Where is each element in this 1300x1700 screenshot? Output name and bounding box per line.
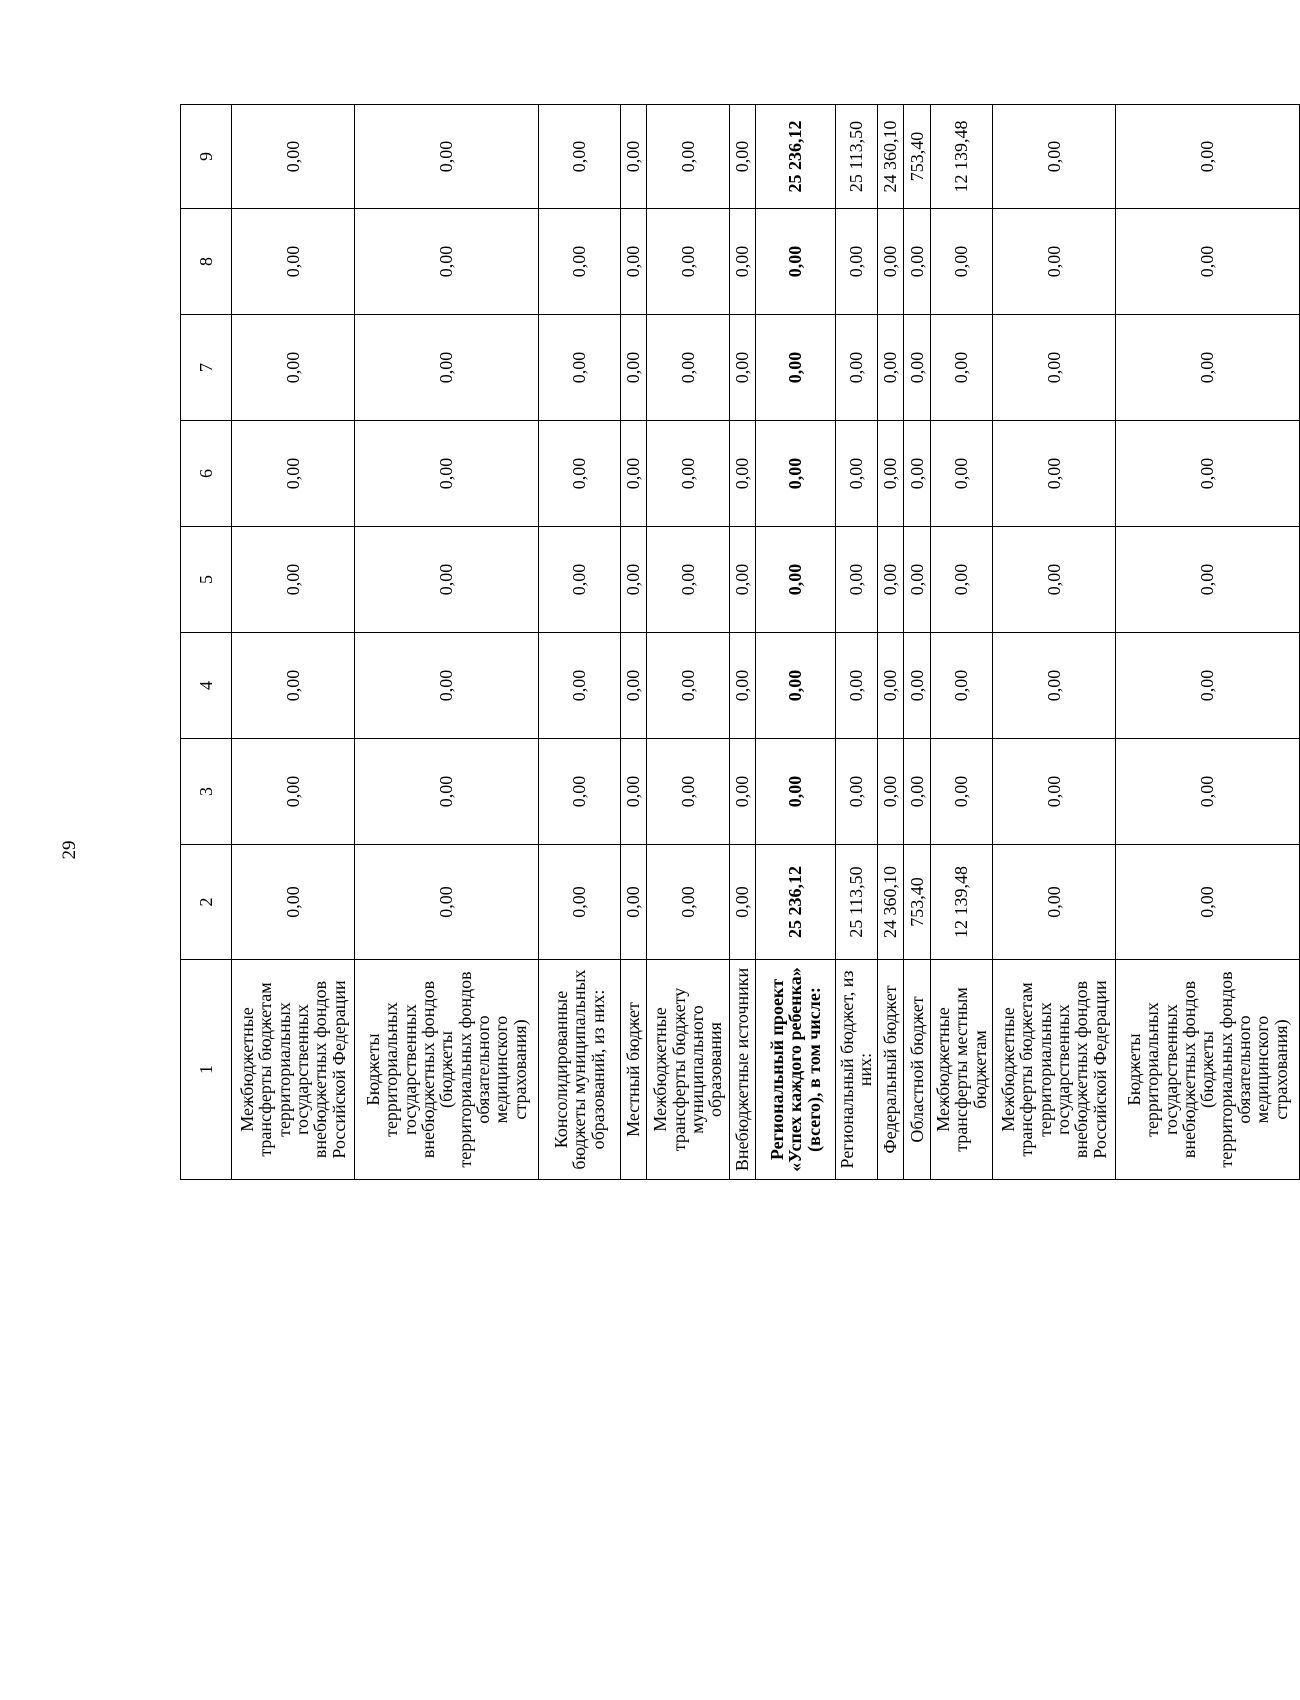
cell-value: 0,00 (992, 105, 1115, 209)
cell-value: 0,00 (231, 633, 354, 739)
cell-value: 0,00 (904, 421, 931, 527)
cell-value: 0,00 (992, 527, 1115, 633)
row-label: Внебюджетные источники (729, 960, 756, 1180)
cell-value: 0,00 (729, 845, 756, 960)
cell-value: 753,40 (904, 105, 931, 209)
cell-value: 0,00 (992, 845, 1115, 960)
cell-value: 0,00 (992, 315, 1115, 421)
table-row (835, 105, 877, 1180)
cell-value: 0,00 (835, 315, 877, 421)
column-header: 4 (181, 633, 232, 739)
cell-value: 0,00 (354, 315, 538, 421)
cell-value: 0,00 (620, 421, 647, 527)
cell-value: 0,00 (647, 845, 729, 960)
cell-value: 0,00 (930, 527, 992, 633)
cell-value: 0,00 (1115, 421, 1299, 527)
column-number-row (181, 105, 232, 1180)
cell-value: 0,00 (231, 209, 354, 315)
table-row (930, 105, 992, 1180)
table-row (877, 105, 904, 1180)
column-header: 1 (181, 960, 232, 1180)
cell-value: 0,00 (930, 739, 992, 845)
row-label: Региональный проект «Успех каждого ребенка» (всего), в том числе: (756, 960, 836, 1180)
cell-value: 0,00 (877, 739, 904, 845)
cell-value: 0,00 (231, 105, 354, 209)
row-label: Межбюджетные трансферты бюджетам территориальных государственных внебюджетных фондов Российской Федерации (992, 960, 1115, 1180)
cell-value: 25 236,12 (756, 845, 836, 960)
cell-value: 753,40 (904, 845, 931, 960)
cell-value: 0,00 (231, 421, 354, 527)
cell-value: 0,00 (647, 633, 729, 739)
cell-value: 0,00 (992, 739, 1115, 845)
cell-value: 0,00 (930, 421, 992, 527)
cell-value: 0,00 (620, 209, 647, 315)
cell-value: 0,00 (1115, 845, 1299, 960)
table-row (1115, 105, 1299, 1180)
cell-value: 0,00 (756, 527, 836, 633)
cell-value: 0,00 (992, 633, 1115, 739)
cell-value: 0,00 (538, 315, 620, 421)
cell-value: 0,00 (1115, 739, 1299, 845)
cell-value: 0,00 (756, 633, 836, 739)
table-row-total (756, 105, 836, 1180)
cell-value: 24 360,10 (877, 845, 904, 960)
cell-value: 0,00 (1115, 527, 1299, 633)
cell-value: 0,00 (729, 209, 756, 315)
cell-value: 0,00 (538, 105, 620, 209)
cell-value: 0,00 (538, 845, 620, 960)
cell-value: 0,00 (904, 209, 931, 315)
cell-value: 0,00 (729, 421, 756, 527)
column-header: 6 (181, 421, 232, 527)
table-row (354, 105, 538, 1180)
cell-value: 0,00 (647, 527, 729, 633)
cell-value: 0,00 (620, 633, 647, 739)
cell-value: 0,00 (729, 105, 756, 209)
cell-value: 0,00 (354, 633, 538, 739)
cell-value: 0,00 (756, 315, 836, 421)
row-label: Местный бюджет (620, 960, 647, 1180)
cell-value: 0,00 (647, 105, 729, 209)
column-header: 8 (181, 209, 232, 315)
cell-value: 0,00 (756, 209, 836, 315)
cell-value: 0,00 (538, 527, 620, 633)
column-header: 2 (181, 845, 232, 960)
cell-value: 0,00 (354, 845, 538, 960)
cell-value: 0,00 (538, 421, 620, 527)
cell-value: 0,00 (729, 739, 756, 845)
column-header: 7 (181, 315, 232, 421)
cell-value: 0,00 (620, 315, 647, 421)
cell-value: 0,00 (354, 105, 538, 209)
cell-value: 0,00 (835, 527, 877, 633)
table-row (231, 105, 354, 1180)
cell-value: 0,00 (647, 315, 729, 421)
cell-value: 0,00 (930, 209, 992, 315)
cell-value: 0,00 (354, 209, 538, 315)
row-label: Межбюджетные трансферты местным бюджетам (930, 960, 992, 1180)
cell-value: 0,00 (835, 209, 877, 315)
cell-value: 0,00 (538, 209, 620, 315)
cell-value: 0,00 (877, 209, 904, 315)
table-row (620, 105, 647, 1180)
cell-value: 0,00 (756, 739, 836, 845)
cell-value: 0,00 (620, 527, 647, 633)
cell-value: 0,00 (992, 209, 1115, 315)
cell-value: 25 113,50 (835, 845, 877, 960)
cell-value: 0,00 (756, 421, 836, 527)
cell-value: 0,00 (992, 421, 1115, 527)
cell-value: 0,00 (729, 315, 756, 421)
cell-value: 0,00 (877, 633, 904, 739)
cell-value: 0,00 (647, 421, 729, 527)
cell-value: 0,00 (620, 105, 647, 209)
cell-value: 24 360,10 (877, 105, 904, 209)
cell-value: 0,00 (231, 845, 354, 960)
row-label: Федеральный бюджет (877, 960, 904, 1180)
row-label: Областной бюджет (904, 960, 931, 1180)
row-label: Межбюджетные трансферты бюджету муниципального образования (647, 960, 729, 1180)
cell-value: 25 113,50 (835, 105, 877, 209)
cell-value: 0,00 (354, 527, 538, 633)
cell-value: 0,00 (354, 421, 538, 527)
cell-value: 0,00 (877, 527, 904, 633)
table-row (904, 105, 931, 1180)
cell-value: 0,00 (354, 739, 538, 845)
cell-value: 0,00 (1115, 315, 1299, 421)
cell-value: 0,00 (647, 739, 729, 845)
cell-value: 0,00 (835, 633, 877, 739)
row-label: Межбюджетные трансферты бюджетам территориальных государственных внебюджетных фондов Российской Федерации (231, 960, 354, 1180)
column-header: 9 (181, 105, 232, 209)
cell-value: 0,00 (835, 421, 877, 527)
table-row (647, 105, 729, 1180)
cell-value: 0,00 (538, 633, 620, 739)
cell-value: 0,00 (647, 209, 729, 315)
cell-value: 12 139,48 (930, 845, 992, 960)
rotated-table-container (180, 105, 1300, 1180)
cell-value: 0,00 (835, 739, 877, 845)
table-row (992, 105, 1115, 1180)
table-row (538, 105, 620, 1180)
cell-value: 0,00 (231, 527, 354, 633)
cell-value: 0,00 (904, 633, 931, 739)
table-row (729, 105, 756, 1180)
cell-value: 0,00 (1115, 633, 1299, 739)
cell-value: 0,00 (620, 845, 647, 960)
cell-value: 0,00 (1115, 105, 1299, 209)
column-header: 5 (181, 527, 232, 633)
cell-value: 25 236,12 (756, 105, 836, 209)
cell-value: 0,00 (538, 739, 620, 845)
row-label: Региональный бюджет, из них: (835, 960, 877, 1180)
cell-value: 0,00 (877, 315, 904, 421)
cell-value: 0,00 (231, 739, 354, 845)
cell-value: 0,00 (620, 739, 647, 845)
cell-value: 0,00 (729, 633, 756, 739)
budget-table (180, 104, 1300, 1180)
page-number: 29 (59, 840, 80, 860)
row-label: Консолидированные бюджеты муниципальных образований, из них: (538, 960, 620, 1180)
cell-value: 12 139,48 (930, 105, 992, 209)
cell-value: 0,00 (904, 527, 931, 633)
cell-value: 0,00 (877, 421, 904, 527)
row-label: Бюджеты территориальных государственных внебюджетных фондов (бюджеты территориальных фондов обязательного медицинского страхования) (1115, 960, 1299, 1180)
cell-value: 0,00 (1115, 209, 1299, 315)
cell-value: 0,00 (729, 527, 756, 633)
cell-value: 0,00 (930, 633, 992, 739)
column-header: 3 (181, 739, 232, 845)
cell-value: 0,00 (930, 315, 992, 421)
cell-value: 0,00 (231, 315, 354, 421)
row-label: Бюджеты территориальных государственных внебюджетных фондов (бюджеты территориальных фондов обязательного медицинского страхования) (354, 960, 538, 1180)
cell-value: 0,00 (904, 315, 931, 421)
cell-value: 0,00 (904, 739, 931, 845)
